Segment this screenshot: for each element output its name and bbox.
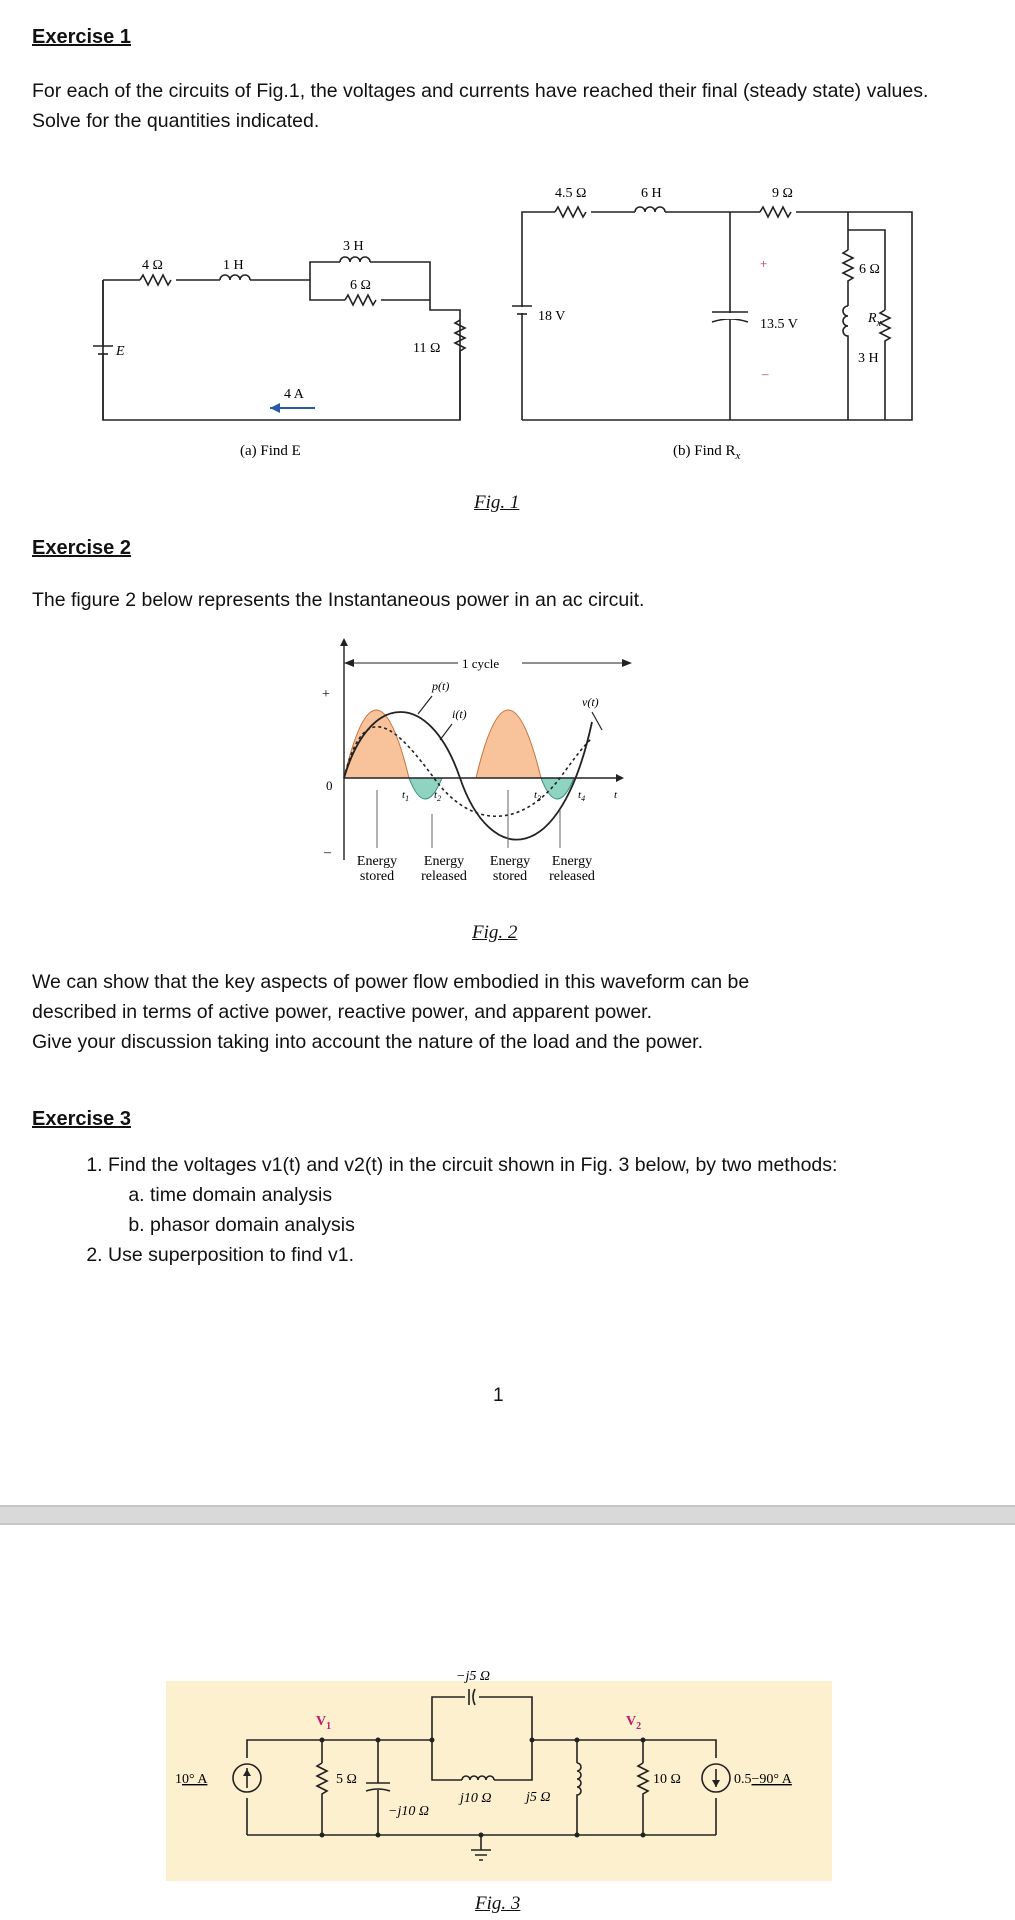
- figure-2-power-waveform: [320, 630, 680, 900]
- circuit-a-r3: 11 Ω: [413, 341, 441, 356]
- circuit-b-plus: +: [760, 256, 768, 271]
- exercise3-item-1a: a. time domain analysis: [150, 1180, 1008, 1210]
- circuit-b-l2: 3 H: [858, 351, 879, 366]
- circuit-b-source: 18 V: [538, 309, 566, 324]
- circuit-a-r2: 6 Ω: [350, 278, 371, 293]
- fig2-minus: –: [324, 845, 331, 860]
- circuit-b-r2: 9 Ω: [772, 186, 793, 201]
- fig3-v2: $V_2$: [626, 1714, 642, 1732]
- fig3-v1: $V_1$: [316, 1714, 332, 1732]
- figure-3-circuit: [0, 1525, 1015, 1920]
- fig2-t-axis: t: [614, 789, 618, 801]
- fig3-r5: 5 Ω: [336, 1772, 357, 1787]
- exercise3-heading: Exercise 3: [32, 1108, 131, 1130]
- exercise3-sublist: [108, 1180, 1008, 1240]
- fig2-energy-4: Energy released: [549, 854, 595, 884]
- fig2-plus: +: [322, 687, 330, 702]
- page-separator: [0, 1505, 1015, 1525]
- exercise3-item-2: 2. Use superposition to find v1.: [108, 1240, 1008, 1270]
- fig2-energy-1: Energy stored: [356, 854, 398, 884]
- discussion-line-2: described in terms of active power, reactive power, and apparent power.: [32, 1001, 653, 1023]
- page-number: 1: [493, 1385, 504, 1406]
- circuit-a-l1: 1 H: [223, 258, 244, 273]
- circuit-b-rx: $R_x$: [868, 311, 882, 329]
- exercise3-list: [70, 1150, 1008, 1270]
- fig2-t1: $t_1$: [402, 789, 410, 803]
- circuit-a-r1: 4 Ω: [142, 258, 163, 273]
- exercise2-heading: Exercise 2: [32, 537, 131, 559]
- exercise2-discussion: [32, 967, 982, 1057]
- exercise1-text: For each of the circuits of Fig.1, the voltages and currents have reached their final (steady state) values. Solve for the quantities indicated.: [32, 80, 929, 132]
- exercise2-text: The figure 2 below represents the Instantaneous power in an ac circuit.: [32, 589, 645, 611]
- circuit-b-r3: 6 Ω: [859, 262, 880, 277]
- circuit-b-minus: –: [762, 366, 769, 381]
- circuit-b-caption: (b) Find $R_x$: [673, 443, 741, 462]
- fig2-v-label: v(t): [582, 695, 599, 709]
- circuit-b-r1: 4.5 Ω: [555, 186, 587, 201]
- fig2-cycle-label: 1 cycle: [462, 656, 500, 671]
- fig3-source1-label: 10° A: [175, 1772, 208, 1787]
- exercise3-item-1-text: Find the voltages v1(t) and v2(t) in the circuit shown in Fig. 3 below, by two methods:: [108, 1154, 838, 1176]
- exercise3-item-1: [108, 1150, 1008, 1240]
- figure-3-caption: Fig. 3: [475, 1893, 521, 1914]
- fig2-t3: $t_3$: [534, 789, 542, 803]
- fig2-t4: $t_4$: [578, 789, 586, 803]
- circuit-a-current: 4 A: [284, 387, 304, 402]
- circuit-b-l1: 6 H: [641, 186, 662, 201]
- circuit-a-l2: 3 H: [343, 239, 364, 254]
- document-page-2: [0, 1525, 1015, 1920]
- fig2-i-label: i(t): [452, 707, 467, 721]
- fig3-c2: −j5 Ω: [456, 1669, 490, 1684]
- exercise1-heading: Exercise 1: [32, 26, 131, 48]
- fig3-l1: j10 Ω: [460, 1791, 492, 1806]
- figure-1-caption: Fig. 1: [474, 492, 520, 513]
- fig2-energy-3: Energy stored: [489, 854, 531, 884]
- circuit-a-source: E: [116, 344, 125, 359]
- fig3-l2: j5 Ω: [526, 1790, 551, 1805]
- figure-2-caption: Fig. 2: [472, 922, 518, 943]
- fig2-t2: $t_2$: [434, 789, 442, 803]
- circuit-a-caption: (a) Find E: [240, 443, 301, 459]
- fig3-source2-label: 0.5−90° A: [734, 1772, 792, 1787]
- circuit-b-cap-voltage: 13.5 V: [760, 317, 798, 332]
- exercise3-item-1b: b. phasor domain analysis: [150, 1210, 1008, 1240]
- fig3-c1: −j10 Ω: [388, 1804, 429, 1819]
- fig3-r10: 10 Ω: [653, 1772, 681, 1787]
- fig2-zero: 0: [326, 778, 333, 793]
- discussion-line-1: We can show that the key aspects of power flow embodied in this waveform can be: [32, 971, 750, 993]
- figure-1-circuits: [0, 170, 1015, 470]
- fig2-energy-2: Energy released: [421, 854, 467, 884]
- fig2-p-label: p(t): [432, 679, 450, 693]
- discussion-line-3: Give your discussion taking into account the nature of the load and the power.: [32, 1031, 704, 1053]
